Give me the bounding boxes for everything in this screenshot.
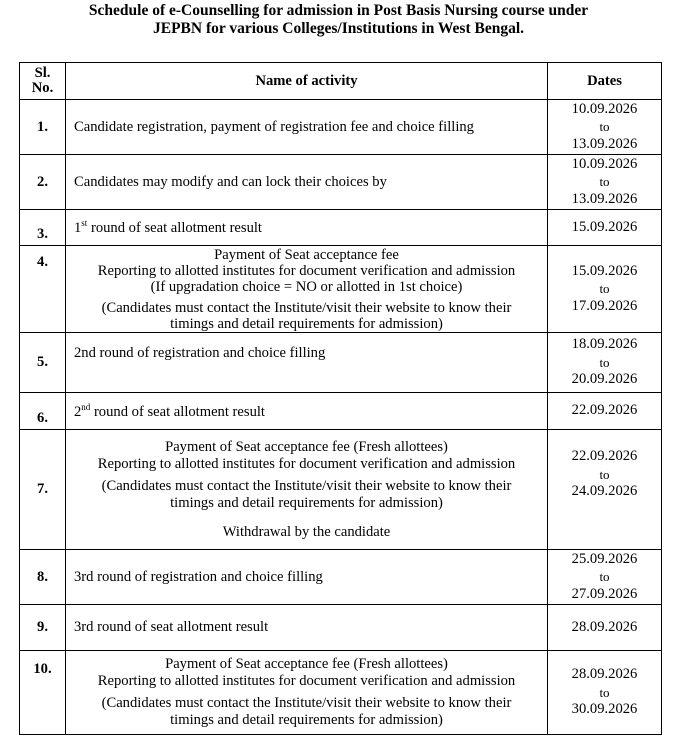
table-row [20, 246, 662, 333]
schedule-table [19, 62, 662, 735]
row-sl: 10. [20, 651, 66, 735]
header-row [20, 63, 662, 100]
row-sl: 4. [20, 246, 66, 333]
row-dates [548, 246, 662, 333]
date-to: 13.09.2026 [571, 190, 638, 207]
header-sl-text: Sl. [34, 65, 51, 81]
header-no-text: No. [31, 80, 54, 96]
activity-line: Payment of Seat acceptance fee [214, 246, 399, 263]
table-row [20, 155, 662, 210]
row-activity [66, 430, 548, 550]
row-activity: Candidates may modify and can lock their choices by [66, 155, 548, 210]
table-row [20, 393, 662, 430]
date-from: 22.09.2026 [571, 448, 638, 464]
row-dates [548, 550, 662, 605]
date-to-word: to [599, 569, 610, 585]
row-dates [548, 430, 662, 550]
ordinal-suffix: nd [81, 401, 91, 412]
table-row [20, 550, 662, 605]
row-activity: Candidate registration, payment of registration fee and choice filling [66, 100, 548, 155]
title-line-1: Schedule of e-Counselling for admission in Post Basis Nursing course under [88, 2, 589, 19]
date-to-word: to [599, 466, 610, 482]
row-sl: 1. [20, 100, 66, 155]
activity-note: (Candidates must contact the Institute/visit their website to know their timings and detail requirements for admission) [101, 477, 512, 511]
row-sl: 5. [20, 333, 66, 393]
row-activity [66, 393, 548, 430]
date-to: 24.09.2026 [571, 483, 638, 499]
row-dates [548, 651, 662, 735]
date-from: 18.09.2026 [571, 336, 638, 353]
activity-note: (Candidates must contact the Institute/visit their website to know their timings and detail requirements for admission) [101, 299, 512, 332]
row-activity [66, 210, 548, 246]
date-to-word: to [599, 174, 610, 190]
row-dates [548, 333, 662, 393]
activity-line: Payment of Seat acceptance fee (Fresh allottees) [165, 438, 448, 455]
activity-line: Payment of Seat acceptance fee (Fresh allottees) [165, 656, 448, 672]
ordinal-number: 1 [74, 219, 82, 236]
row-dates: 28.09.2026 [548, 605, 662, 651]
row-sl: 3. [20, 210, 66, 246]
row-activity [66, 651, 548, 735]
ordinal-number: 2 [74, 403, 82, 420]
date-from: 10.09.2026 [571, 155, 638, 172]
row-activity: 3rd round of registration and choice filling [66, 550, 548, 605]
row-sl: 8. [20, 550, 66, 605]
table-row [20, 210, 662, 246]
date-from: 28.09.2026 [571, 666, 638, 683]
date-to: 20.09.2026 [571, 371, 638, 388]
row-dates: 22.09.2026 [548, 393, 662, 430]
header-dates: Dates [548, 63, 662, 100]
date-to: 13.09.2026 [571, 135, 638, 152]
header-activity: Name of activity [66, 63, 548, 100]
date-from: 25.09.2026 [571, 550, 638, 567]
activity-line: Reporting to allotted institutes for document verification and admission [97, 455, 516, 472]
date-to: 17.09.2026 [571, 297, 638, 314]
activity-extra: Withdrawal by the candidate [222, 523, 391, 540]
ordinal-suffix: st [81, 218, 88, 229]
activity-line: (If upgradation choice = NO or allotted in 1st choice) [150, 278, 463, 295]
row-sl: 7. [20, 430, 66, 550]
activity-line: Reporting to allotted institutes for document verification and admission [97, 262, 516, 279]
row-activity: 2nd round of registration and choice filling [66, 333, 548, 393]
row-activity: 3rd round of seat allotment result [66, 605, 548, 651]
date-from: 10.09.2026 [571, 100, 638, 117]
row-activity [66, 246, 548, 333]
date-from: 15.09.2026 [571, 262, 638, 279]
activity-text: round of seat allotment result [90, 403, 265, 420]
row-dates [548, 100, 662, 155]
date-to-word: to [599, 354, 610, 370]
activity-text: round of seat allotment result [87, 219, 262, 236]
date-to: 27.09.2026 [571, 585, 638, 602]
table-row [20, 430, 662, 550]
date-to-word: to [599, 119, 610, 135]
header-sl-no [20, 63, 66, 100]
title-line-2: JEPBN for various Colleges/Institutions in West Bengal. [152, 20, 525, 37]
table-row [20, 605, 662, 651]
date-to-word: to [599, 281, 610, 297]
date-to-word: to [599, 684, 610, 700]
activity-note: (Candidates must contact the Institute/visit their website to know their timings and detail requirements for admission) [101, 695, 512, 728]
page-title [0, 2, 677, 38]
row-sl: 9. [20, 605, 66, 651]
row-dates: 15.09.2026 [548, 210, 662, 246]
table-row [20, 333, 662, 393]
table-row [20, 651, 662, 735]
table-row [20, 100, 662, 155]
row-dates [548, 155, 662, 210]
row-sl: 6. [20, 393, 66, 430]
row-sl: 2. [20, 155, 66, 210]
date-to: 30.09.2026 [571, 701, 638, 718]
activity-line: Reporting to allotted institutes for document verification and admission [97, 673, 516, 689]
